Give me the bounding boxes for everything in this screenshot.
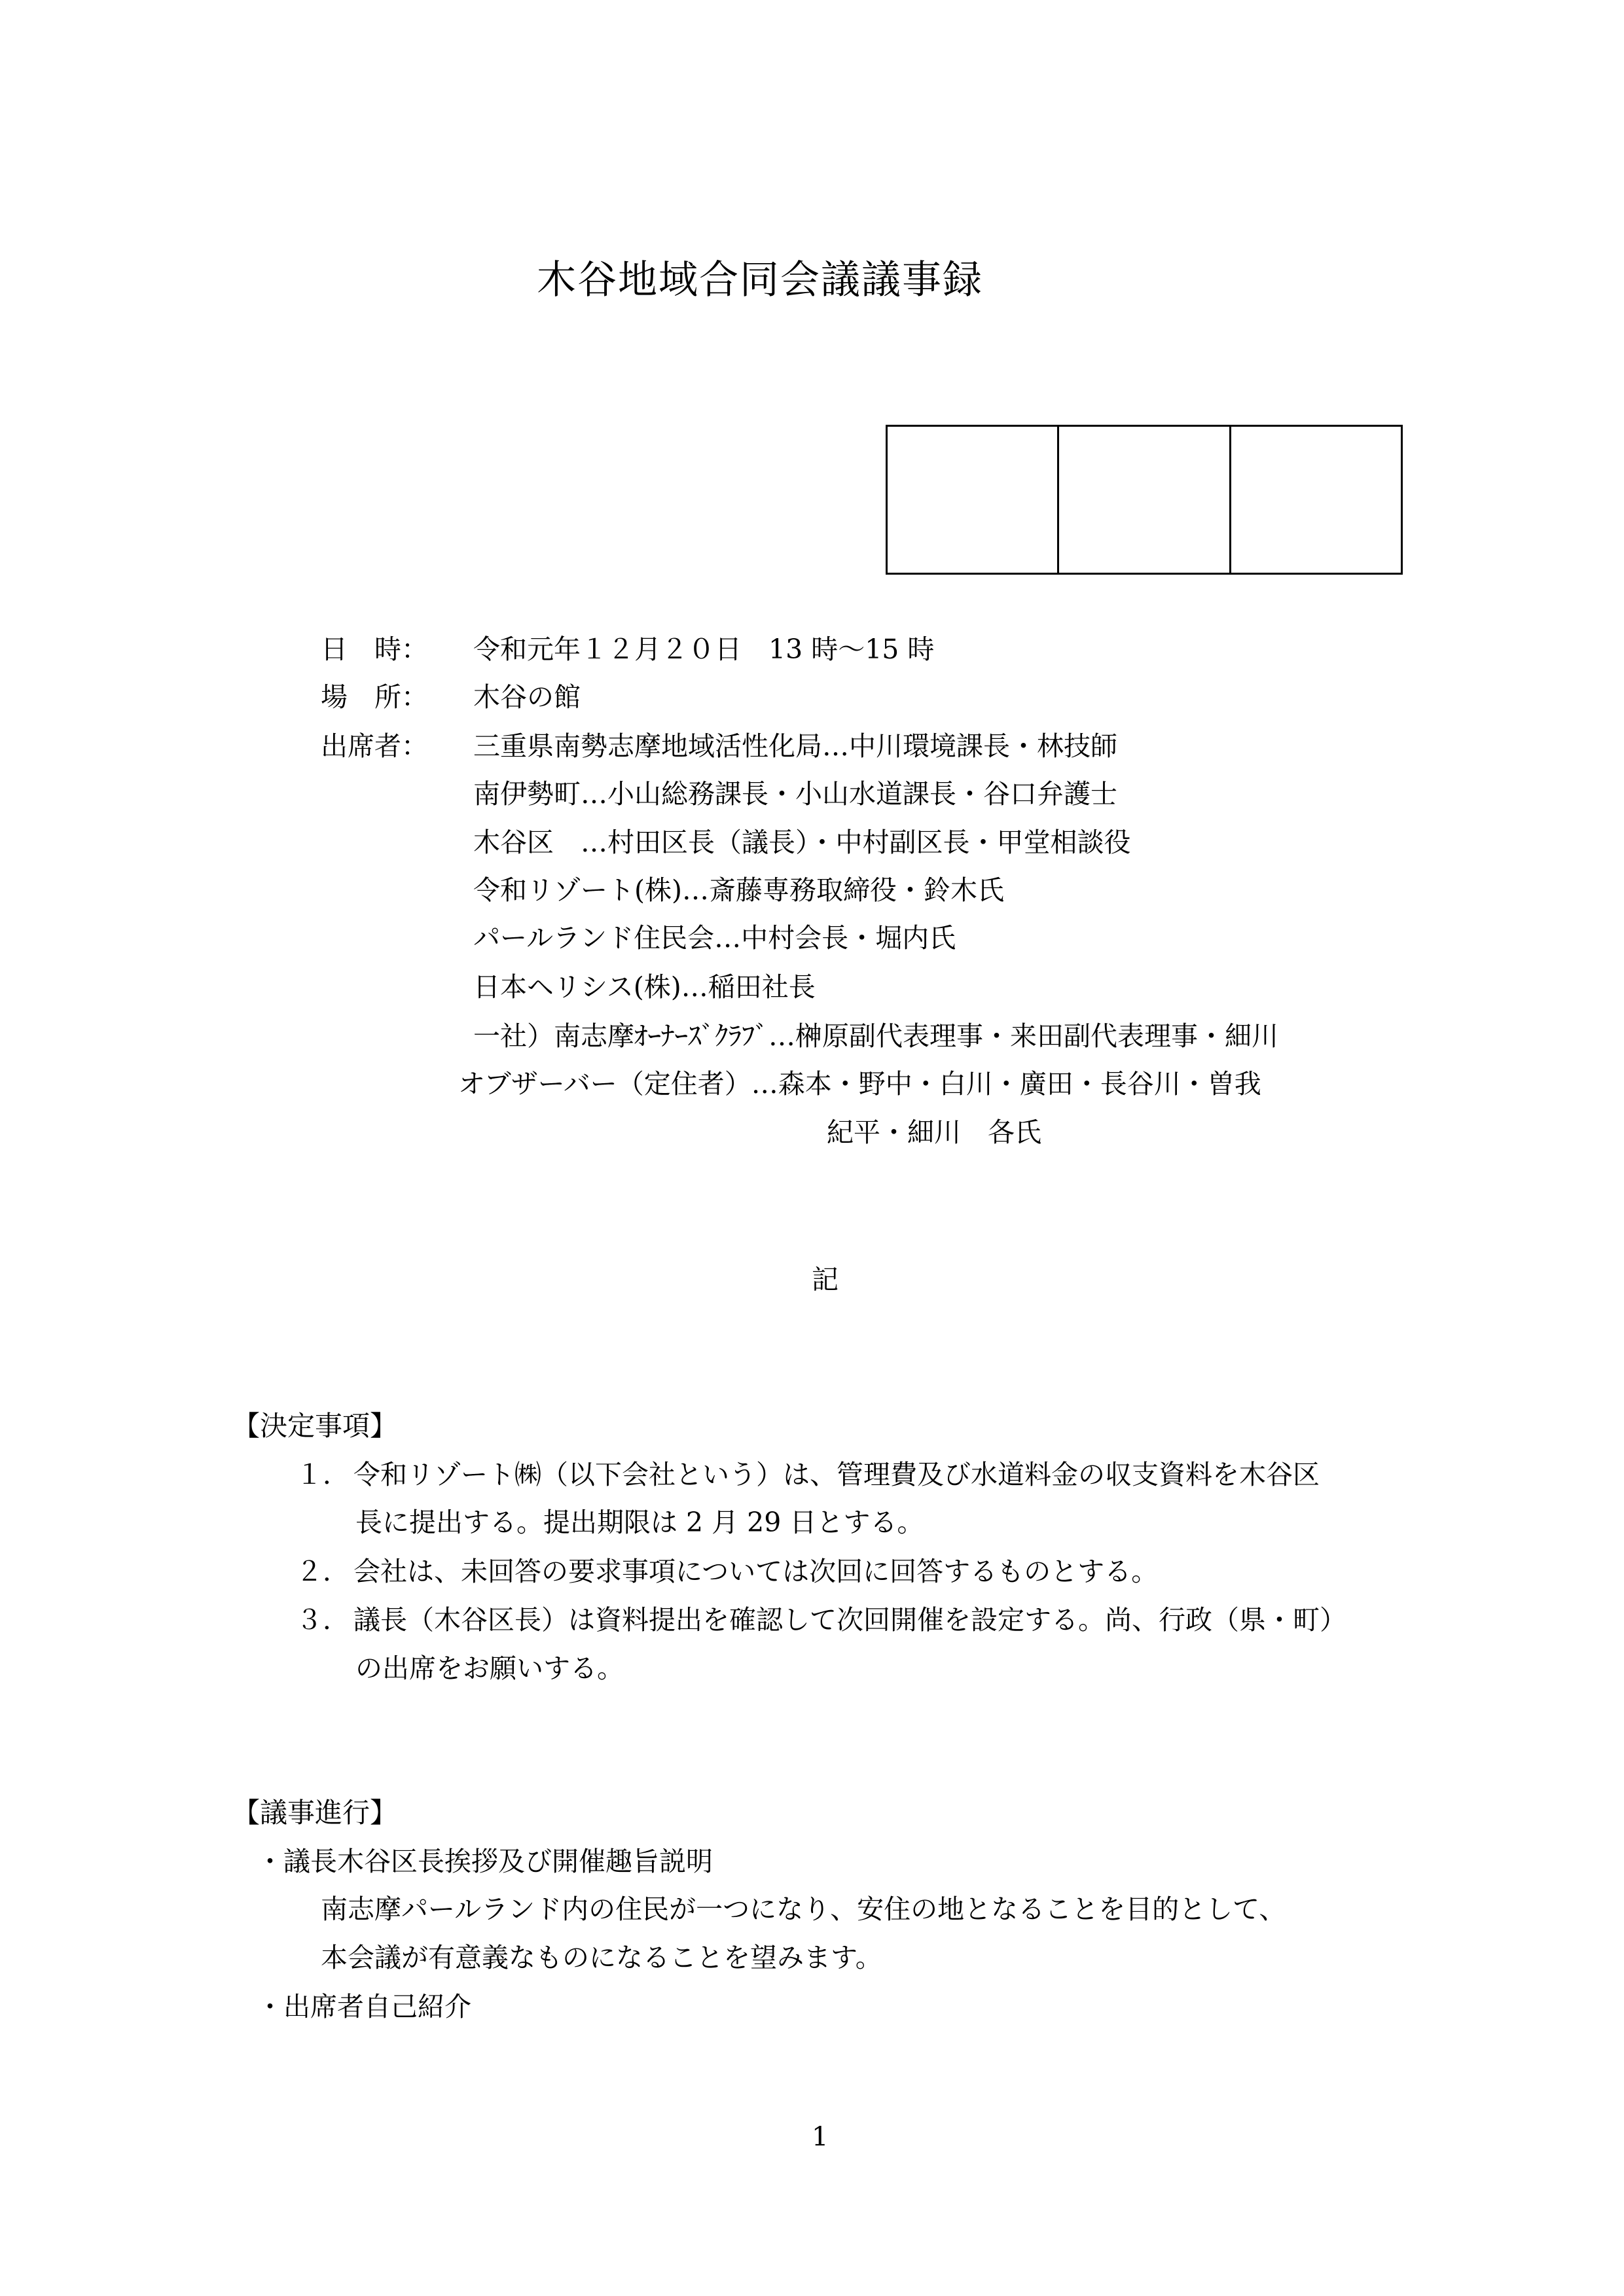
proceedings-heading: 【議事進行】 [232, 1797, 398, 1829]
attendee-line: 三重県南勢志摩地域活性化局…中川環境課長・林技師 [473, 730, 1117, 762]
attendee-line: 南伊勢町…小山総務課長・小山水道課長・谷口弁護士 [473, 778, 1117, 810]
decision-number: １． [296, 1459, 350, 1490]
attendee-line: 日本ヘリシス(株)…稲田社長 [473, 971, 816, 1003]
proceedings-item-text: 南志摩パールランド内の住民が一つになり、安住の地となることを目的として、 [321, 1893, 1286, 1925]
attendee-line: パールランド住民会…中村会長・堀内氏 [473, 922, 956, 954]
observers-line-2: 紀平・細川 各氏 [827, 1117, 1041, 1148]
decision-text-continued: の出席をお願いする。 [355, 1653, 624, 1684]
observers-line: オブザーバー（定住者）…森本・野中・白川・廣田・長谷川・曽我 [458, 1068, 1261, 1100]
decision-text: 会社は、未回答の要求事項については次回に回答するものとする。 [353, 1556, 1159, 1587]
proceedings-item-text: 本会議が有意義なものになることを望みます。 [321, 1942, 882, 1973]
place-label: 場 所： [321, 681, 428, 713]
stamp-cell [888, 427, 1059, 573]
proceedings-item-title: ・出席者自己紹介 [257, 1991, 471, 2022]
decision-number: ２． [296, 1556, 350, 1587]
attendees-label: 出席者： [321, 730, 428, 762]
ki-marker: 記 [812, 1264, 839, 1295]
attendee-line: 木谷区 …村田区長（議長）・中村副区長・甲堂相談役 [473, 827, 1131, 858]
attendee-line: 令和リゾート(株)…斎藤専務取締役・鈴木氏 [473, 874, 1004, 906]
date-value: 令和元年１２月２０日 13 時～15 時 [473, 634, 935, 665]
decision-text: 議長（木谷区長）は資料提出を確認して次回開催を設定する。尚、行政（県・町） [353, 1604, 1346, 1636]
page-number: 1 [812, 2122, 829, 2152]
stamp-cell [1059, 427, 1231, 573]
stamp-cell [1231, 427, 1401, 573]
approval-stamp-box [886, 425, 1403, 575]
decision-text-continued: 長に提出する。提出期限は 2 月 29 日とする。 [355, 1507, 924, 1538]
date-label: 日 時： [321, 634, 428, 665]
decision-text: 令和リゾート㈱（以下会社という）は、管理費及び水道料金の収支資料を木谷区 [353, 1459, 1320, 1490]
attendee-line: 一社）南志摩ｵｰﾅｰｽﾞｸﾗﾌﾞ…榊原副代表理事・来田副代表理事・細川 [473, 1020, 1278, 1052]
place-value: 木谷の館 [473, 681, 581, 713]
decisions-heading: 【決定事項】 [232, 1410, 398, 1442]
document-title: 木谷地域合同会議議事録 [537, 257, 983, 303]
decision-number: ３． [296, 1604, 350, 1636]
proceedings-item-title: ・議長木谷区長挨拶及び開催趣旨説明 [257, 1846, 713, 1877]
